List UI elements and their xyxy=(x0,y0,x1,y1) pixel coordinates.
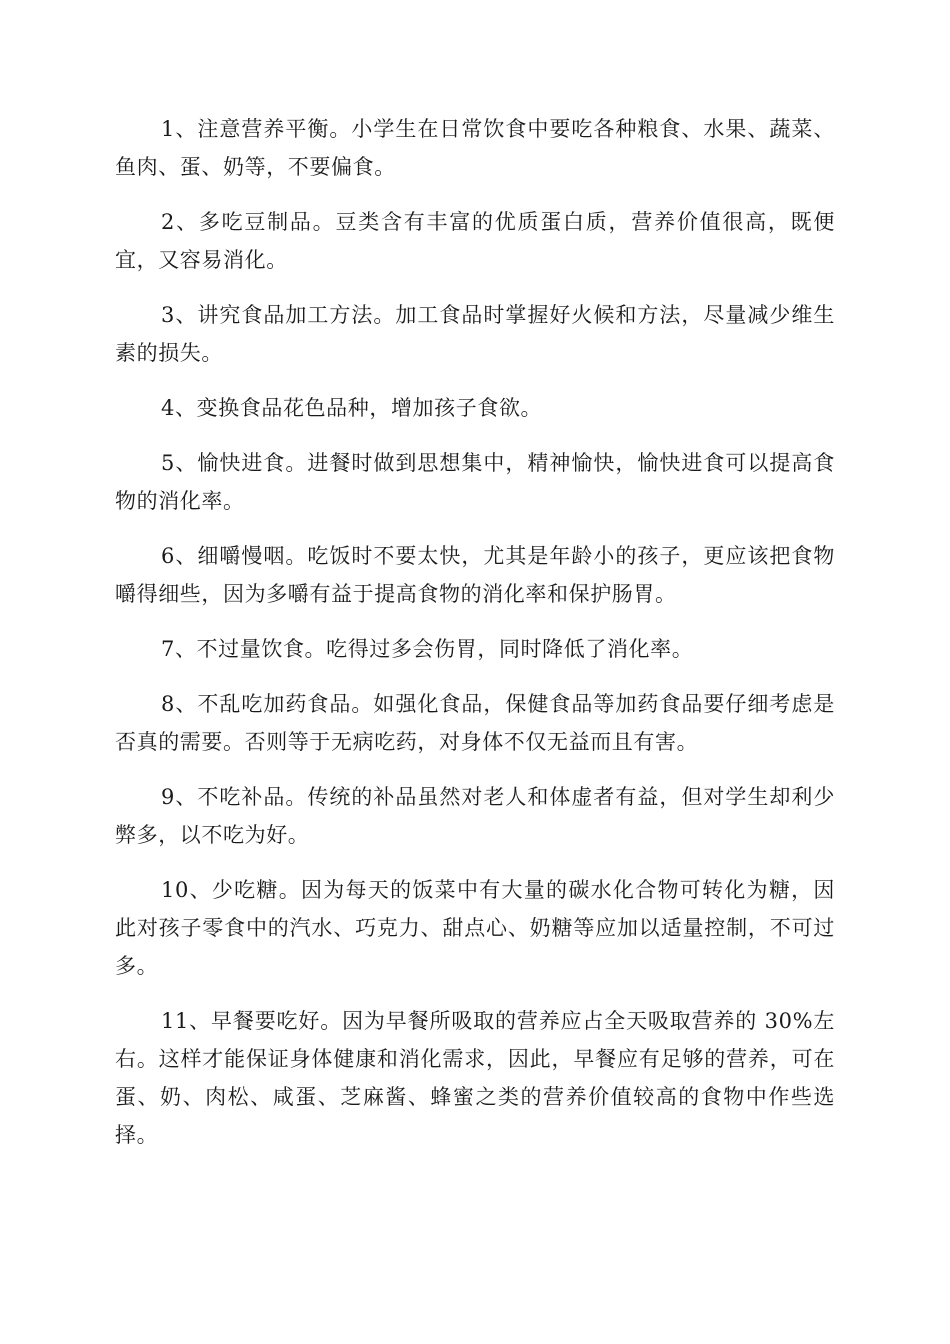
paragraph-6: 6、细嚼慢咽。吃饭时不要太快，尤其是年龄小的孩子，更应该把食物嚼得细些，因为多嚼有益于提高食物的消化率和保护肠胃。 xyxy=(115,544,835,606)
paragraph-5: 5、愉快进食。进餐时做到思想集中，精神愉快，愉快进食可以提高食物的消化率。 xyxy=(115,451,835,513)
paragraph-3: 3、讲究食品加工方法。加工食品时掌握好火候和方法，尽量减少维生素的损失。 xyxy=(115,303,835,365)
paragraph-11: 11、早餐要吃好。因为早餐所吸取的营养应占全天吸取营养的 30%左右。这样才能保证身体健康和消化需求，因此，早餐应有足够的营养，可在蛋、奶、肉松、咸蛋、芝麻酱、蜂蜜之类的营养价值较高的食物中作些选择。 xyxy=(115,1009,835,1147)
document-body xyxy=(115,110,835,1171)
paragraph-1: 1、注意营养平衡。小学生在日常饮食中要吃各种粮食、水果、蔬菜、鱼肉、蛋、奶等，不要偏食。 xyxy=(115,117,835,179)
paragraph-4: 4、变换食品花色品种，增加孩子食欲。 xyxy=(161,396,543,420)
paragraph-2: 2、多吃豆制品。豆类含有丰富的优质蛋白质，营养价值很高，既便宜，又容易消化。 xyxy=(115,210,835,272)
paragraph-7: 7、不过量饮食。吃得过多会伤胃，同时降低了消化率。 xyxy=(161,637,694,661)
paragraph-8: 8、不乱吃加药食品。如强化食品，保健食品等加药食品要仔细考虑是否真的需要。否则等于无病吃药，对身体不仅无益而且有害。 xyxy=(115,692,835,754)
paragraph-10: 10、少吃糖。因为每天的饭菜中有大量的碳水化合物可转化为糖，因此对孩子零食中的汽水、巧克力、甜点心、奶糖等应加以适量控制，不可过多。 xyxy=(115,878,835,978)
paragraph-9: 9、不吃补品。传统的补品虽然对老人和体虚者有益，但对学生却利少弊多，以不吃为好。 xyxy=(115,785,835,847)
